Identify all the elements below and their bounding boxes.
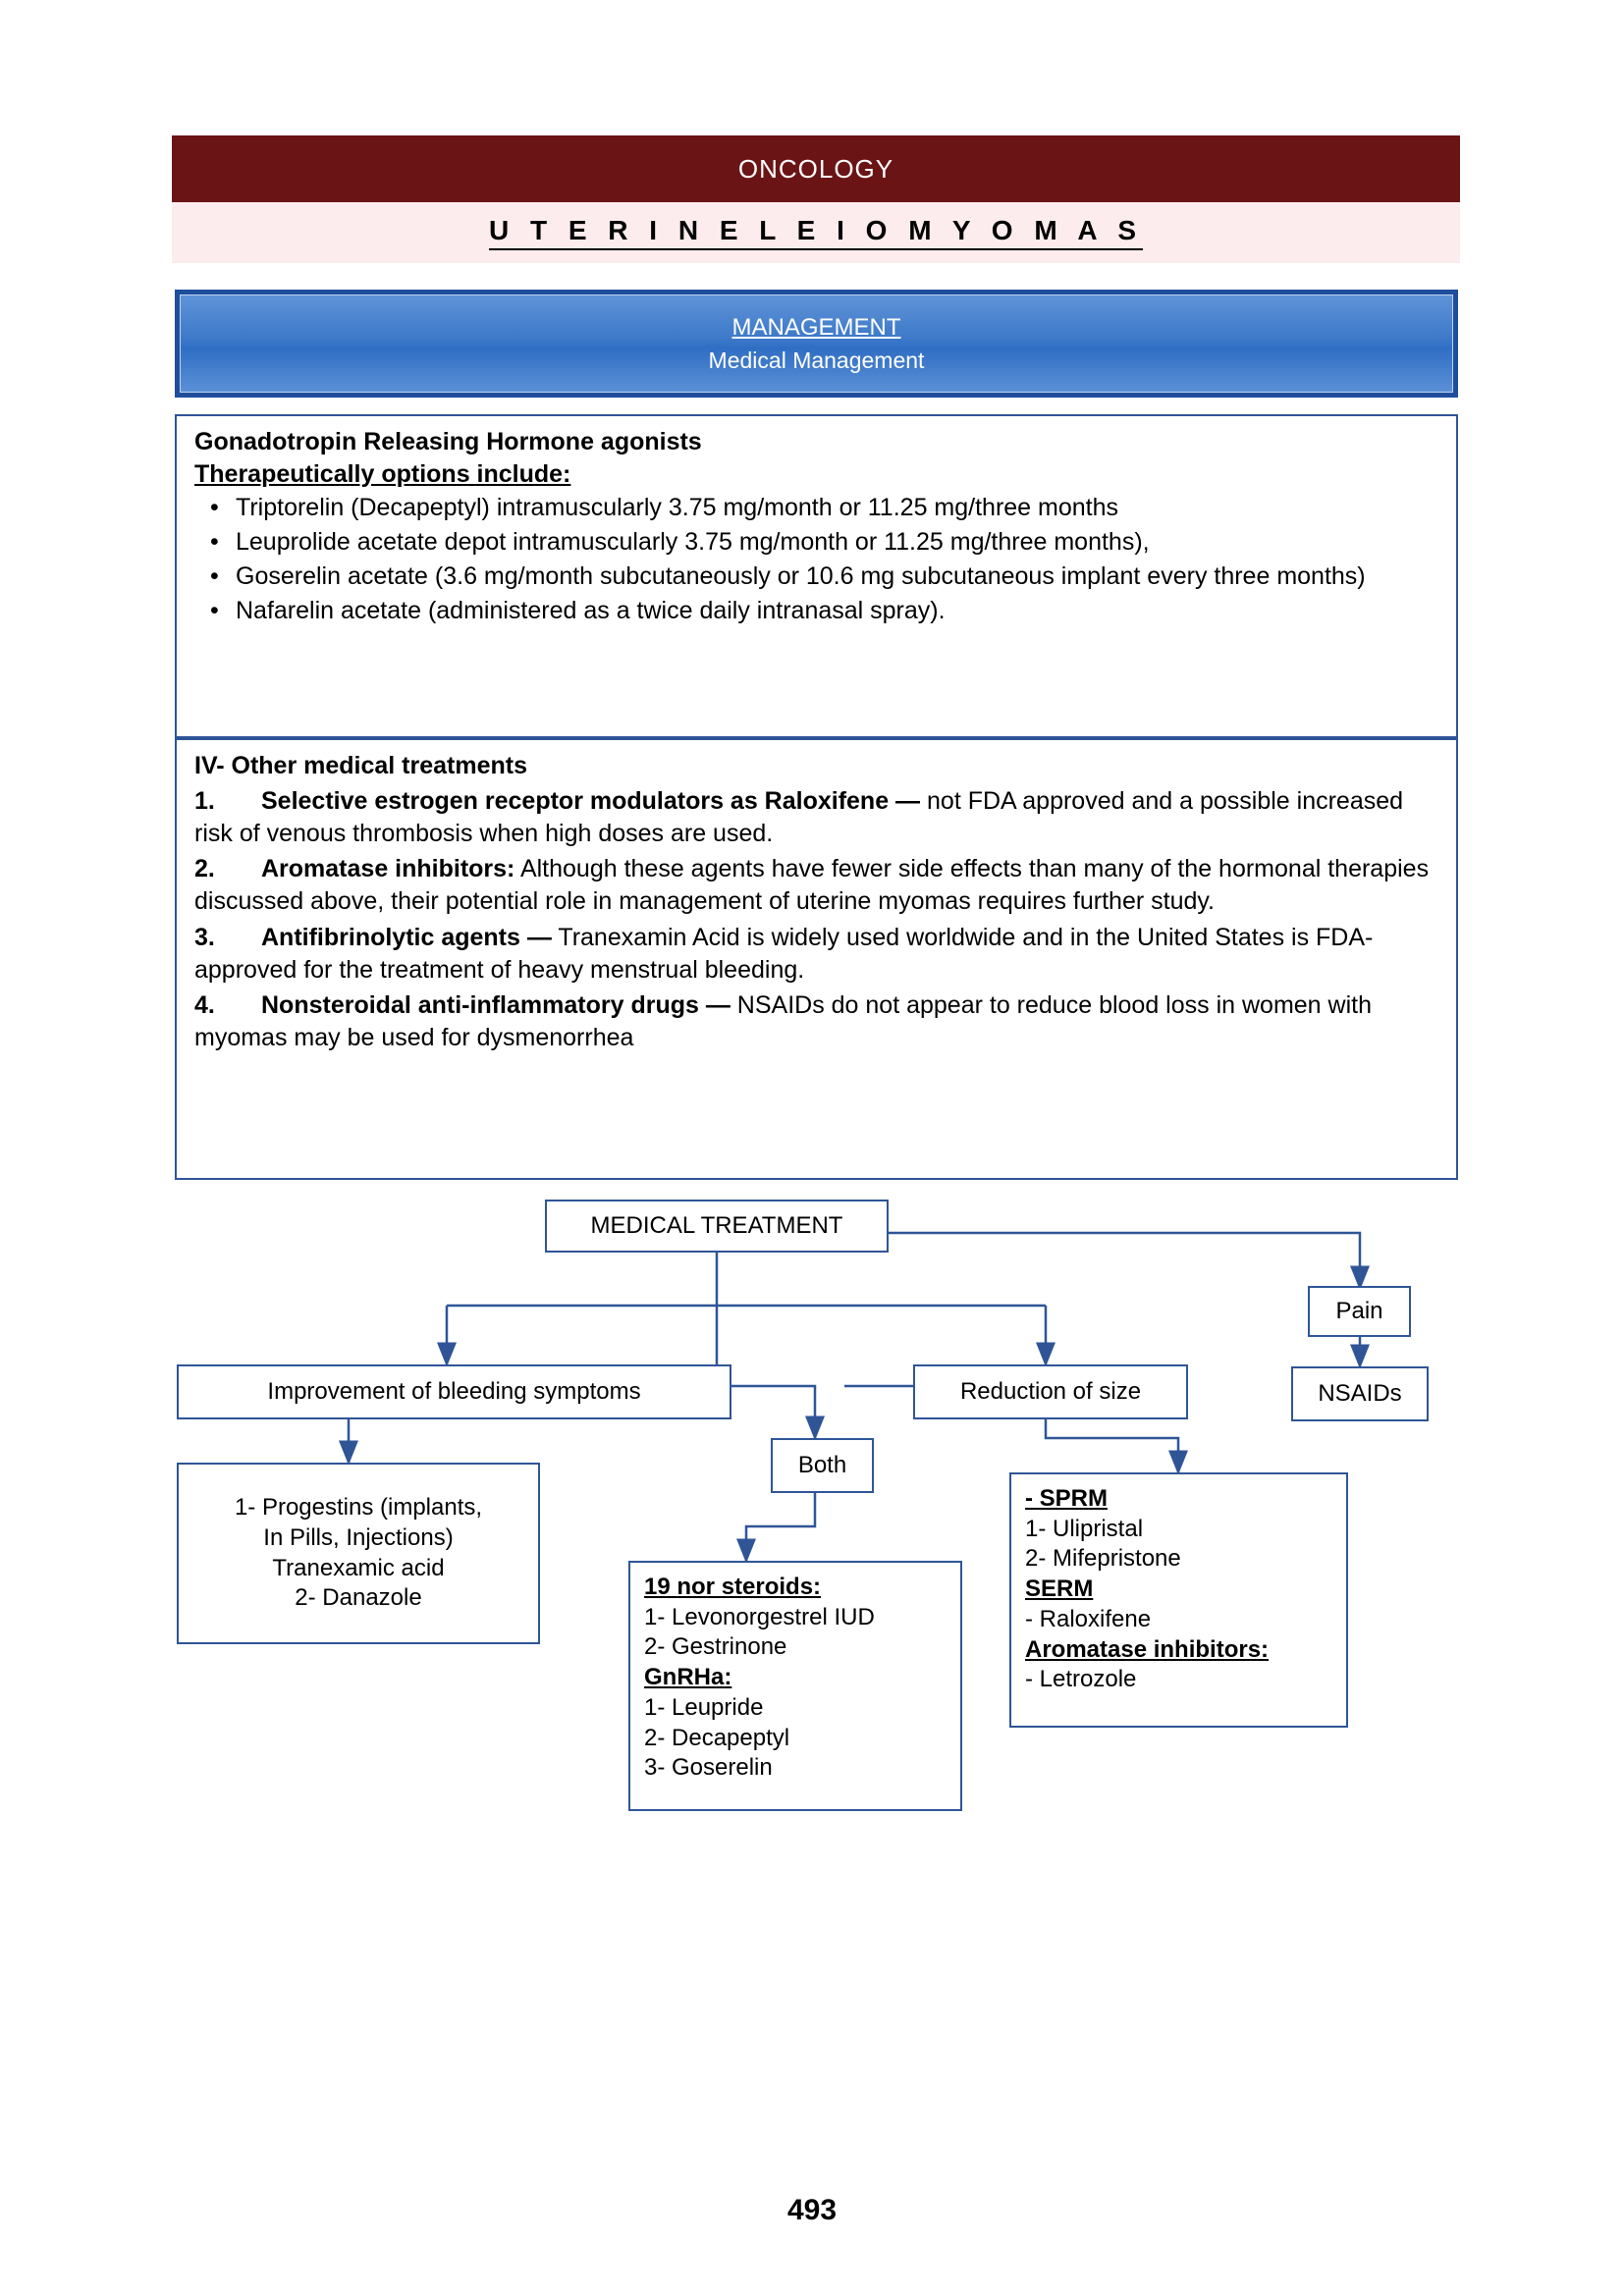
- list-item: [194, 853, 1438, 919]
- list-item: [194, 989, 1438, 1055]
- node-line: 1- Progestins (implants,: [234, 1494, 483, 1522]
- node-reduction-of-size: [913, 1364, 1188, 1419]
- node-line: 2- Danazole: [295, 1584, 422, 1612]
- node-label: NSAIDs: [1318, 1379, 1402, 1407]
- node-line: 1- Leupride: [644, 1693, 764, 1721]
- list-item: [194, 922, 1438, 988]
- item-text: not FDA approved and a possible increased risk of venous thrombosis when high doses are used.: [194, 786, 1404, 847]
- node-line: 3- Goserelin: [644, 1754, 773, 1782]
- node-line: Aromatase inhibitors:: [1025, 1635, 1270, 1663]
- node-line: - Letrozole: [1025, 1666, 1137, 1693]
- page-number: 493: [786, 2194, 838, 2226]
- node-line: SERM: [1025, 1575, 1094, 1603]
- item-number: 2.: [194, 855, 215, 882]
- node-pain: [1308, 1286, 1411, 1337]
- page-title: U T E R I N E L E I O M Y O M A S: [489, 215, 1143, 250]
- medical-treatment-flowchart: [0, 1178, 1624, 1963]
- oncology-label: ONCOLOGY: [737, 153, 894, 184]
- management-band: [175, 290, 1458, 398]
- other-treatments-heading: IV- Other medical treatments: [194, 752, 528, 779]
- node-line: - SPRM: [1025, 1485, 1108, 1512]
- list-item: • Triptorelin (Decapeptyl) intramuscularly 3.75 mg/month or 11.25 mg/three months: [236, 492, 1438, 524]
- node-bleeding-improvement: [177, 1364, 731, 1419]
- node-line: 19 nor steroids:: [644, 1574, 822, 1600]
- node-line: Tranexamic acid: [272, 1554, 445, 1581]
- node-line: 2- Decapeptyl: [644, 1724, 790, 1751]
- oncology-header-bar: [172, 135, 1460, 202]
- node-both: [771, 1438, 874, 1493]
- item-text: NSAIDs do not appear to reduce blood loss in women with myomas may be used for dysmenorrhea: [194, 991, 1372, 1052]
- node-bleeding-detail: [177, 1463, 540, 1644]
- management-label: MANAGEMENT: [731, 313, 901, 341]
- item-number: 4.: [194, 991, 215, 1019]
- node-label: Reduction of size: [959, 1377, 1142, 1405]
- item-number: 3.: [194, 923, 215, 951]
- node-both-detail: [628, 1561, 962, 1811]
- management-subtitle: Medical Management: [708, 347, 925, 373]
- item-text: Although these agents have fewer side effects than many of the hormonal therapies discussed above, their potential role in management of uterine myomas requires further study.: [194, 855, 1430, 916]
- chapter-title-bar: [172, 202, 1460, 263]
- gnrh-heading: Gonadotropin Releasing Hormone agonists: [194, 428, 702, 455]
- item-text: Tranexamin Acid is widely used worldwide and in the United States is FDA-approved for the treatment of heavy menstrual bleeding.: [194, 923, 1374, 984]
- list-item: [194, 785, 1438, 851]
- node-label: Both: [797, 1451, 847, 1478]
- list-item: • Goserelin acetate (3.6 mg/month subcutaneously or 10.6 mg subcutaneous implant every three months): [236, 561, 1438, 593]
- node-nsaids: [1291, 1366, 1429, 1421]
- node-reduction-detail: [1009, 1472, 1348, 1728]
- node-line: In Pills, Injections): [263, 1523, 454, 1551]
- node-line: 2- Mifepristone: [1025, 1545, 1181, 1573]
- item-bold-lead: Aromatase inhibitors:: [261, 855, 515, 882]
- node-line: GnRHa:: [644, 1664, 732, 1691]
- gnrh-subheading: Therapeutically options include:: [194, 459, 571, 488]
- other-treatments-box: [175, 738, 1458, 1180]
- node-medical-treatment: [545, 1200, 889, 1253]
- item-bold-lead: Selective estrogen receptor modulators as Raloxifene —: [261, 786, 921, 815]
- item-bold-lead: Antifibrinolytic agents —: [261, 923, 552, 951]
- node-label: Pain: [1335, 1297, 1383, 1324]
- item-bold-lead: Nonsteroidal anti-inflammatory drugs —: [261, 991, 731, 1019]
- node-label: Improvement of bleeding symptoms: [267, 1377, 641, 1405]
- item-number: 1.: [194, 786, 215, 815]
- management-band-inner: [180, 294, 1453, 393]
- node-line: - Raloxifene: [1025, 1605, 1152, 1632]
- node-line: 1- Ulipristal: [1025, 1515, 1144, 1542]
- node-label: MEDICAL TREATMENT: [590, 1211, 843, 1239]
- node-line: 1- Levonorgestrel IUD: [644, 1603, 875, 1630]
- node-line: 2- Gestrinone: [644, 1633, 787, 1661]
- gnrh-bullet-list: [194, 492, 1438, 627]
- gnrh-agonists-box: [175, 414, 1458, 738]
- list-item: • Leuprolide acetate depot intramuscularly 3.75 mg/month or 11.25 mg/three months),: [236, 526, 1438, 559]
- list-item: • Nafarelin acetate (administered as a twice daily intranasal spray).: [236, 595, 1438, 627]
